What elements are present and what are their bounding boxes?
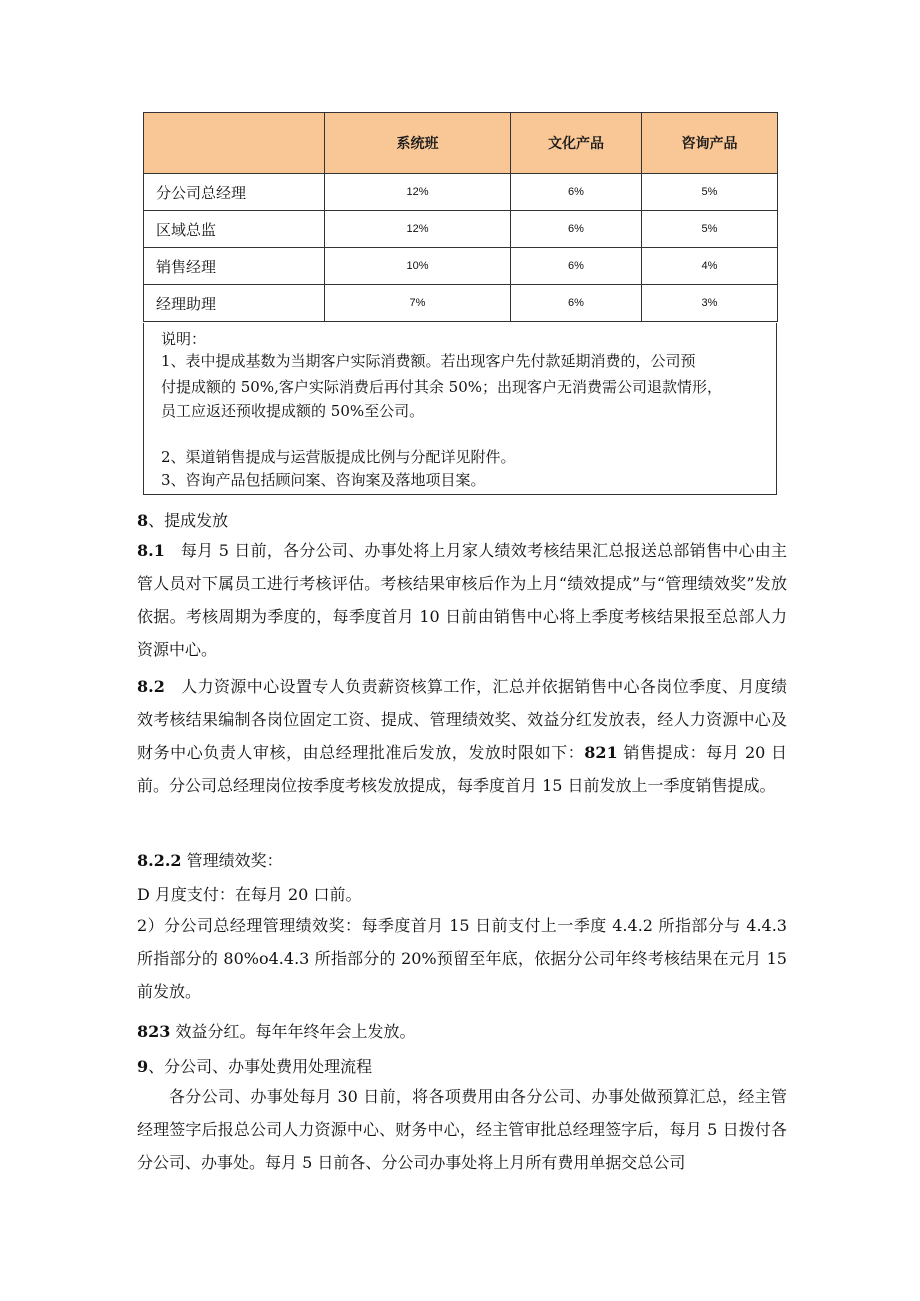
table-cell: 6% xyxy=(511,211,642,248)
table-cell: 3% xyxy=(642,285,778,322)
table-notes xyxy=(143,323,777,495)
table-cell: 6% xyxy=(511,174,642,211)
row-label: 销售经理 xyxy=(144,248,325,285)
clause-number: 8.1 xyxy=(137,541,165,560)
notes-title: 说明： xyxy=(161,330,207,348)
clause-number: 8.2 xyxy=(137,677,165,696)
header-blank xyxy=(144,113,325,174)
table-cell: 4% xyxy=(642,248,778,285)
note-1-line-1: 1、表中提成基数为当期客户实际消费额。若出现客户先付款延期消费的，公司预 xyxy=(161,352,696,370)
row-label: 分公司总经理 xyxy=(144,174,325,211)
header-system-class: 系统班 xyxy=(325,113,511,174)
header-culture-product: 文化产品 xyxy=(511,113,642,174)
table-cell: 5% xyxy=(642,211,778,248)
table-cell: 5% xyxy=(642,174,778,211)
commission-rate-table xyxy=(143,112,778,322)
table-cell: 7% xyxy=(325,285,511,322)
paragraph-8-2-2: 8.2.2 管理绩效奖： xyxy=(137,851,283,870)
table-cell: 6% xyxy=(511,285,642,322)
paragraph-8-2: 8.2 人力资源中心设置专人负责薪资核算工作，汇总并依据销售中心各岗位季度、月度绩效考核结果编制各岗位固定工资、提成、管理绩效奖、效益分红发放表，经人力资源中心及财务中心负责人审核，由总经理批准后发放，发放时限如下：821 销售提成：每月 20 日前。分公司总经理岗位按季度考核发放提成，每季度首月 15 日前发放上一季度销售提成。 xyxy=(137,677,787,795)
row-label: 区域总监 xyxy=(144,211,325,248)
note-2: 2、渠道销售提成与运营版提成比例与分配详见附件。 xyxy=(161,448,516,466)
clause-number: 821 xyxy=(584,743,618,762)
table-cell: 12% xyxy=(325,174,511,211)
item-monthly-payment: D 月度支付：在每月 20 口前。 xyxy=(137,885,362,904)
table-header-row xyxy=(144,113,778,174)
table-row xyxy=(144,211,778,248)
table-row xyxy=(144,174,778,211)
section-9-body: 各分公司、办事处每月 30 日前，将各项费用由各分公司、办事处做预算汇总，经主管经理签字后报总公司人力资源中心、财务中心，经主管审批总经理签字后，每月 5 日拨付各分公司、办事处。每月 5 日前各、分公司办事处将上月所有费用单据交总公司 xyxy=(137,1087,787,1172)
note-3: 3、咨询产品包括顾问案、咨询案及落地项目案。 xyxy=(161,471,486,489)
clause-number: 8.2.2 xyxy=(137,851,182,870)
header-consulting-product: 咨询产品 xyxy=(642,113,778,174)
row-label: 经理助理 xyxy=(144,285,325,322)
table-cell: 12% xyxy=(325,211,511,248)
section-9-heading: 9、分公司、办事处费用处理流程 xyxy=(137,1057,373,1076)
paragraph-8-1: 8.1 每月 5 日前，各分公司、办事处将上月家人绩效考核结果汇总报送总部销售中心由主管人员对下属员工进行考核评估。考核结果审核后作为上月“绩效提成”与“管理绩效奖”发放依据。考核周期为季度的，每季度首月 10 日前由销售中心将上季度考核结果报至总部人力资源中心。 xyxy=(137,541,788,659)
table-row xyxy=(144,248,778,285)
clause-number: 823 xyxy=(137,1022,171,1041)
table-cell: 10% xyxy=(325,248,511,285)
note-1-line-3: 员工应返还预收提成额的 50%至公司。 xyxy=(161,402,425,420)
section-8-number: 8 xyxy=(137,511,149,530)
note-1-line-2: 付提成额的 50%,客户实际消费后再付其余 50%；出现客户无消费需公司退款情形， xyxy=(161,378,722,396)
table-row xyxy=(144,285,778,322)
section-8-heading: 8、提成发放 xyxy=(137,511,229,530)
item-gm-bonus: 2）分公司总经理管理绩效奖：每季度首月 15 日前支付上一季度 4.4.2 所指部分与 4.4.3 所指部分的 80%o4.4.3 所指部分的 20%预留至年底，依据分公司年终考核结果在元月 15 前发放。 xyxy=(137,916,787,1001)
paragraph-8-2-3: 823 效益分红。每年年终年会上发放。 xyxy=(137,1022,416,1041)
section-9-number: 9 xyxy=(137,1057,149,1076)
table-cell: 6% xyxy=(511,248,642,285)
